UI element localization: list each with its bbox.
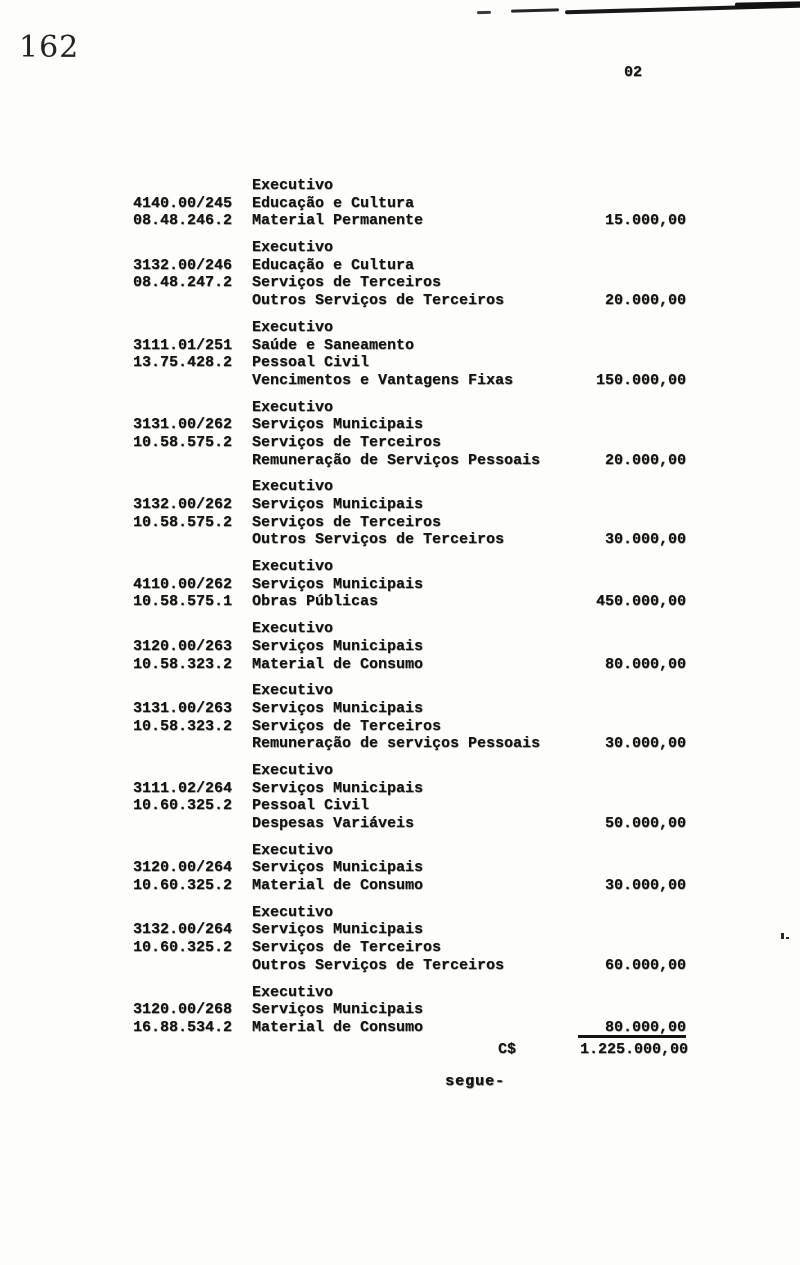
entry-description: Material Permanente	[252, 212, 424, 230]
entry-description: Serviços Municipais	[252, 859, 424, 877]
total-row	[0, 1041, 800, 1059]
entry-amount: 30.000,00	[604, 531, 686, 549]
entry-description: Serviços Municipais	[252, 575, 424, 593]
budget-entry	[0, 682, 800, 753]
entry-description: Executivo	[252, 558, 334, 576]
entry-row	[0, 877, 800, 895]
entry-code: 10.60.325.2	[133, 939, 233, 957]
entry-code: 10.58.575.2	[133, 513, 233, 531]
budget-entry	[0, 842, 800, 895]
entry-row	[0, 337, 800, 355]
entry-row	[0, 452, 800, 470]
entry-amount: 150.000,00	[595, 371, 686, 389]
entry-list	[0, 177, 800, 1046]
entry-row	[0, 274, 800, 292]
entry-row	[0, 1001, 800, 1019]
entry-row	[0, 797, 800, 815]
entry-row	[0, 434, 800, 452]
entry-description: Executivo	[252, 478, 334, 496]
entry-amount: 20.000,00	[604, 292, 686, 310]
entry-row	[0, 416, 800, 434]
entry-description: Serviços Municipais	[252, 637, 424, 655]
entry-amount: 80.000,00	[604, 655, 686, 673]
entry-row	[0, 762, 800, 780]
entry-description: Outros Serviços de Terceiros	[252, 292, 505, 310]
entry-code: 10.58.323.2	[133, 717, 233, 735]
entry-description: Educação e Cultura	[252, 256, 415, 274]
budget-entry	[0, 319, 800, 390]
entry-description: Serviços de Terceiros	[252, 939, 442, 957]
entry-code: 10.58.575.2	[133, 433, 233, 451]
entry-row	[0, 815, 800, 833]
entry-description: Material de Consumo	[252, 1018, 424, 1036]
scan-streak-artifact	[735, 1, 800, 8]
entry-description: Executivo	[252, 239, 334, 257]
entry-amount: 20.000,00	[604, 451, 686, 469]
entry-row	[0, 921, 800, 939]
entry-row	[0, 984, 800, 1002]
entry-row	[0, 478, 800, 496]
budget-entry	[0, 558, 800, 611]
scan-streak-artifact	[511, 8, 559, 12]
entry-description: Outros Serviços de Terceiros	[252, 956, 505, 974]
entry-row	[0, 212, 800, 230]
entry-code: 10.58.575.1	[133, 593, 233, 611]
entry-code: 10.60.325.2	[133, 877, 233, 895]
entry-row	[0, 620, 800, 638]
entry-description: Executivo	[252, 177, 334, 194]
entry-description: Serviços Municipais	[252, 496, 424, 513]
entry-description: Remuneração de Serviços Pessoais	[252, 451, 541, 469]
entry-row	[0, 638, 800, 656]
entry-description: Material de Consumo	[252, 655, 424, 673]
budget-entry	[0, 620, 800, 673]
entry-code: 3131.00/262	[133, 416, 233, 434]
entry-description: Serviços Municipais	[252, 699, 424, 717]
entry-code: 3120.00/263	[133, 637, 233, 655]
entry-description: Remuneração de serviços Pessoais	[252, 735, 541, 753]
entry-description: Pessoal Civil	[252, 354, 370, 372]
total-amount: 1.225.000,00	[579, 1041, 688, 1058]
entry-code: 3131.00/263	[133, 699, 233, 717]
entry-description: Serviços de Terceiros	[252, 433, 442, 451]
entry-row	[0, 682, 800, 700]
entry-amount: 60.000,00	[604, 956, 686, 974]
entry-amount: 30.000,00	[604, 735, 686, 753]
entry-amount: 15.000,00	[604, 212, 686, 230]
entry-description: Serviços Municipais	[252, 1001, 424, 1019]
entry-description: Vencimentos e Vantagens Fixas	[252, 371, 514, 389]
entry-code: 4140.00/245	[133, 194, 233, 212]
entry-row	[0, 195, 800, 213]
entry-row	[0, 780, 800, 798]
entry-description: Educação e Cultura	[252, 194, 415, 212]
budget-entry	[0, 904, 800, 975]
entry-row	[0, 957, 800, 975]
scan-streak-artifact	[477, 11, 491, 14]
entry-code: 3132.00/262	[133, 496, 233, 513]
entry-description: Outros Serviços de Terceiros	[252, 531, 505, 549]
budget-entry	[0, 762, 800, 833]
entry-code: 3132.00/246	[133, 256, 233, 274]
entry-description: Obras Públicas	[252, 593, 379, 611]
entry-description: Serviços Municipais	[252, 416, 424, 434]
entry-description: Despesas Variáveis	[252, 815, 415, 832]
entry-row	[0, 496, 800, 514]
entry-code: 08.48.247.2	[133, 274, 233, 292]
entry-code: 3111.02/264	[133, 779, 233, 797]
entry-row	[0, 399, 800, 417]
entry-code: 3111.01/251	[133, 336, 233, 354]
continuation-note: segue-	[445, 1073, 506, 1090]
entry-code: 10.60.325.2	[133, 797, 233, 815]
entry-description: Executivo	[252, 903, 334, 921]
entry-code: 10.58.323.2	[133, 655, 233, 673]
entry-row	[0, 842, 800, 860]
budget-entry	[0, 239, 800, 310]
page-number: 162	[19, 30, 80, 65]
entry-amount: 50.000,00	[604, 815, 686, 832]
entry-row	[0, 292, 800, 310]
budget-entry	[0, 478, 800, 549]
sheet-number: 02	[624, 64, 643, 81]
entry-description: Serviços de Terceiros	[252, 717, 442, 735]
entry-description: Executivo	[252, 620, 334, 638]
currency-label: C$	[498, 1041, 517, 1058]
entry-description: Executivo	[252, 983, 334, 1001]
entry-row	[0, 859, 800, 877]
entry-row	[0, 372, 800, 390]
entry-description: Material de Consumo	[252, 877, 424, 895]
entry-row	[0, 177, 800, 195]
entry-description: Serviços de Terceiros	[252, 513, 442, 531]
entry-description: Serviços Municipais	[252, 779, 424, 797]
entry-row	[0, 558, 800, 576]
entry-description: Serviços Municipais	[252, 921, 424, 939]
entry-row	[0, 531, 800, 549]
entry-code: 16.88.534.2	[133, 1018, 233, 1036]
entry-description: Saúde e Saneamento	[252, 336, 415, 354]
entry-row	[0, 735, 800, 753]
entry-row	[0, 257, 800, 275]
entry-description: Serviços de Terceiros	[252, 274, 442, 292]
entry-description: Pessoal Civil	[252, 797, 370, 815]
entry-row	[0, 1019, 800, 1037]
budget-entry	[0, 399, 800, 470]
entry-row	[0, 319, 800, 337]
entry-row	[0, 656, 800, 674]
budget-entry	[0, 984, 800, 1037]
entry-amount: 450.000,00	[595, 593, 686, 611]
entry-description: Executivo	[252, 761, 334, 779]
entry-row	[0, 904, 800, 922]
entry-row	[0, 718, 800, 736]
entry-row	[0, 700, 800, 718]
entry-amount: 30.000,00	[604, 877, 686, 895]
entry-code: 4110.00/262	[133, 575, 233, 593]
entry-description: Executivo	[252, 682, 334, 700]
entry-code: 3120.00/264	[133, 859, 233, 877]
entry-row	[0, 239, 800, 257]
entry-description: Executivo	[252, 841, 334, 859]
entry-row	[0, 514, 800, 532]
entry-description: Executivo	[252, 318, 334, 336]
entry-code: 08.48.246.2	[133, 212, 233, 230]
budget-entry	[0, 177, 800, 230]
entry-row	[0, 354, 800, 372]
entry-row	[0, 939, 800, 957]
entry-description: Executivo	[252, 398, 334, 416]
entry-amount: 80.000,00	[578, 1020, 686, 1038]
entry-row	[0, 576, 800, 594]
entry-code: 13.75.428.2	[133, 354, 233, 372]
entry-code: 3120.00/268	[133, 1001, 233, 1019]
entry-code: 3132.00/264	[133, 921, 233, 939]
entry-row	[0, 593, 800, 611]
